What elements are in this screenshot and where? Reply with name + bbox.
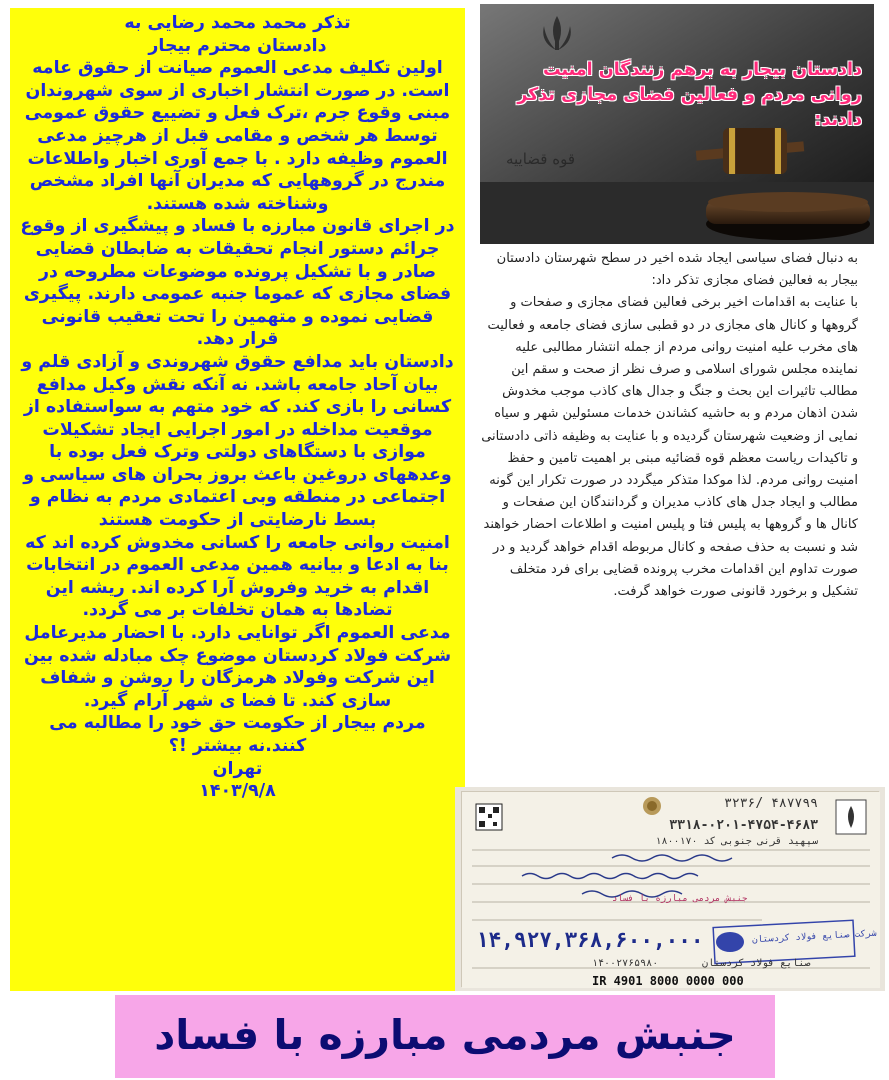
- statement-addressee: دادستان محترم بیجار: [148, 35, 327, 56]
- statement-paragraph: اولین تکلیف مدعی العموم صیانت از حقوق عامه است. در صورت انتشار اخباری از سوی شهروندان مبنی وقوع جرم ،ترک فعل و تضییع حقوق عمومی توسط هر شخص و مقامی قبل از هرچیز مدعی العموم وظیفه دارد . با جمع آوری اخبار واطلاعات مندرج در گروههایی که مدیران آنها افراد مشخص وشناخته شده هستند.: [24, 58, 451, 214]
- statement-title: تذکر محمد محمد رضایی به: [124, 13, 351, 33]
- statement-paragraph: مردم بیجار از حکومت حق خود را مطالبه می کنند.نه بیشتر !؟: [49, 713, 426, 756]
- statement-date: ۱۴۰۳/۹/۸: [199, 781, 276, 802]
- news-panel: [480, 4, 874, 764]
- check-watermark-text: جنبش مردمی مبارزه با فساد: [612, 894, 748, 904]
- statement-panel: [10, 8, 465, 991]
- check-payee: صنایع فولاد کردستان: [702, 958, 811, 969]
- check-stamp-text: شرکت صنایع فولاد کردستان: [751, 928, 877, 946]
- check-serial: ۳۲۳۶/ ۴۸۷۷۹۹: [724, 796, 818, 811]
- statement-paragraph: امنیت روانی جامعه را کسانی مخدوش کرده اند که بنا به ادعا و بیانیه همین مدعی العموم در انتخابات اقدام به خرید وفروش آرا کرده اند. ریشه این تضادها به همان تخلفات بر می گردد.: [25, 532, 450, 621]
- emblem-label: قوه قضاییه: [505, 150, 575, 168]
- news-article: [480, 248, 858, 603]
- news-image: [480, 4, 874, 244]
- check-photo: [455, 787, 885, 991]
- check-account: ۳۳۱۸-۰۲۰۱-۴۷۵۴-۴۶۸۳: [669, 818, 818, 833]
- qr-code-icon: [476, 804, 502, 830]
- statement-paragraph: مدعی العموم اگر توانایی دارد. با احضار مدیرعامل شرکت فولاد کردستان موضوع چک مبادله شده بین این شرکت وفولاد هرمزگان را روشن و شفاف سازی کند. تا فضا ی شهر آرام گیرد.: [23, 623, 452, 711]
- movement-banner: جنبش مردمی مبارزه با فساد: [115, 995, 775, 1078]
- statement-paragraph: دادستان باید مدافع حقوق شهروندی و آزادی قلم و بیان آحاد جامعه باشد. نه آنکه نقش وکیل مدافع کسانی را بازی کند. که خود متهم به سواستفاده از موقعیت مداخله در امور اجرایی ایجاد تشکیلات موازی با دستگاهای دولتی وترک فعل بوده با وعدههای دروغین باعث بروز بحران های سیاسی و اجتماعی در منطقه وبی اعتمادی مردم به نظام و بسط نارضایتی از حکومت هستند: [21, 351, 454, 531]
- check-document: [461, 791, 879, 987]
- news-headline: دادستان بیجار به برهم زنندگان امنیت روانی مردم و فعالین فضای مجازی تذکر دادند:: [517, 60, 862, 130]
- statement-city: تهران: [212, 758, 263, 779]
- statement-paragraph: در اجرای قانون مبارزه با فساد و پیشگیری از وقوع جرائم دستور انجام تحقیقات به ضابطان قضایی صادر و با تشکیل پرونده موضوعات مطروحه در فضای مجازی که عموما جنبه عمومی دارند. پیگیری قضایی نموده و متهمین را تحت تعقیب قانونی قرار دهد.: [20, 216, 455, 350]
- check-bank-code: سپهید قرنی جنوبی کد ۱۸۰۰۱۷۰: [655, 836, 818, 847]
- article-paragraph: با عنایت به اقدامات اخیر برخی فعالین فضای مجازی و صفحات و گروهها و کانال های مجازی در دو قطبی سازی فضای جامعه و فعالیت های مخرب علیه امنیت روانی مردم از جمله انتشار مطالبی علیه نماینده مجلس شورای اسلامی و صرف نظر از صحت و سقم این مطالب تاثیرات این بحث و جنگ و جدال های کاذب موجب مخدوش شدن اذهان مردم و به حاشیه کشاندن خدمات مسئولین شهر و سیاه نمایی از وضعیت شهرستان گردیده و با عنایت به وظیفه ذاتی دادستانی و تاکیدات ریاست معظم قوه قضائیه مبنی بر اهمیت تامین و حفظ امنیت روانی مردم. لذا موکدا متذکر میگردد در صورت تکرار این گونه مطالب و ایجاد جدل های کاذب مدیران و گردانندگان این صفحات و کانال ها و گروهها به پلیس فتا و پلیس امنیت و اطلاعات احضار خواهند شد و نسبت به حذف صفحه و کانال مربوطه اقدام خواهد گردید و در صورت تداوم این اقدامات مخرب پرونده قضایی برای فرد متخلف تشکیل و برخورد قانونی صورت خواهد گرفت.: [481, 295, 858, 600]
- article-paragraph: به دنبال فضای سیاسی ایجاد شده اخیر در سطح شهرستان دادستان بیجار به فعالین فضای مجازی تذکر داد:: [496, 251, 858, 289]
- state-emblem-icon: [836, 800, 866, 834]
- check-iban: IR 4901 8000 0000 000: [592, 974, 744, 988]
- check-amount: ۱۴,۹۲۷,۳۶۸,۶۰۰,۰۰۰: [476, 928, 704, 952]
- bank-emblem-icon: [643, 797, 661, 815]
- check-code: ۱۴۰۰۲۷۶۵۹۸۰: [592, 958, 659, 969]
